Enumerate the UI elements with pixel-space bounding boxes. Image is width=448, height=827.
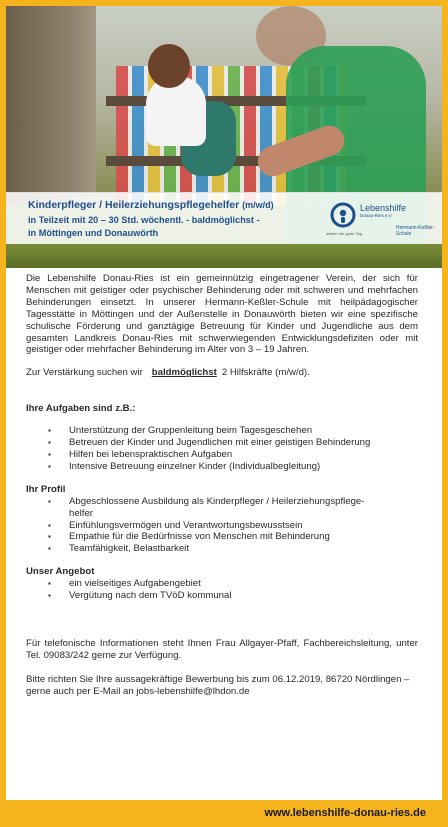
- title-banner: [6, 192, 442, 246]
- website-link[interactable]: www.lebenshilfe-donau-ries.de: [264, 807, 426, 819]
- intro-paragraph: Die Lebenshilfe Donau-Ries ist ein gemeinnützig eingetragener Verein, der sich für Menschen mit geistiger oder psychischer Behinderung oder mit schweren und mehrfachen Behinderungen einsetzt. In unserer Hermann-Keßler-Schule mit heilpädagogischer Tagesstätte in Möttingen und der Außenstelle in Donauwörth bieten wir eine spezifische schulische Förderung und ganztägige Betreuung für Kinder und Jugendliche aus dem gesamten Landkreis Donau-Ries mit schwerwiegenden Entwicklungsdefiziten oder mit geistiger oder mehrfacher Behinderung im Alter von 3 – 19 Jahren.: [26, 273, 418, 356]
- list-item: ▪ Hilfen bei lebenspraktischen Aufgaben: [26, 449, 418, 461]
- seek-line: Zur Verstärkung suchen wir baldmöglichst 2 Hilfskräfte (m/w/d).: [26, 367, 310, 379]
- lebenshilfe-logo-icon: [330, 202, 356, 228]
- footer-bar: [6, 800, 442, 827]
- list-item: ▪ ein vielseitiges Aufgabengebiet: [26, 578, 418, 590]
- list-item: ▪ Teamfähigkeit, Belastbarkeit: [26, 543, 418, 555]
- tasks-heading: Ihre Aufgaben sind z.B.:: [26, 403, 136, 415]
- photo-bottom: [6, 244, 442, 268]
- offer-heading: Unser Angebot: [26, 566, 95, 578]
- logo-place: Donau-Ries e.V.: [360, 213, 393, 218]
- gender-note: (m/w/d): [242, 200, 274, 210]
- logo-school: Hermann-Keßler-Schule: [396, 225, 435, 237]
- logo-tagline: wieder ein guter Tag: [326, 231, 362, 236]
- list-item: ▪ Empathie für die Bedürfnisse von Menschen mit Behinderung: [26, 531, 418, 543]
- list-item: ▪ Vergütung nach dem TVöD kommunal: [26, 590, 418, 602]
- hours-line: in Teilzeit mit 20 – 30 Std. wöchentl. - baldmöglichst -: [28, 215, 260, 225]
- location-line: in Möttingen und Donauwörth: [28, 228, 159, 238]
- tasks-list: [26, 425, 418, 473]
- logo-name: Lebenshilfe: [360, 203, 407, 213]
- job-title: Kinderpfleger / Heilerziehungspflegehelfer (m/w/d): [28, 199, 274, 211]
- lebenshilfe-logo: [324, 198, 436, 240]
- seek-highlight: baldmöglichst: [151, 367, 217, 379]
- list-item: ▪ Abgeschlossene Ausbildung als Kinderpfleger / Heilerziehungspflege-helfer: [26, 496, 418, 520]
- offer-list: [26, 578, 418, 602]
- contact-section: [26, 638, 418, 698]
- contact-apply: Bitte richten Sie Ihre aussagekräftige Bewerbung bis zum 06.12.2019, 86720 Nördlingen – gerne auch per E-Mail an jobs-lebenshilfe@lhdon.de: [26, 673, 410, 697]
- job-description: [26, 273, 418, 698]
- list-item: ▪ Betreuen der Kinder und Jugendlichen mit einer geistigen Behinderung: [26, 437, 418, 449]
- profile-heading: Ihr Profil: [26, 483, 66, 495]
- contact-phone: Für telefonische Informationen steht Ihnen Frau Allgayer-Pfaff, Fachbereichsleitung, unter Tel. 09083/242 gerne zur Verfügung.: [26, 637, 418, 661]
- list-item: ▪ Einfühlungsvermögen und Verantwortungsbewusstsein: [26, 520, 418, 532]
- profile-list: [26, 496, 418, 556]
- list-item: ▪ Intensive Betreuung einzelner Kinder (Individualbegleitung): [26, 461, 418, 473]
- list-item: ▪ Unterstützung der Gruppenleitung beim Tagesgeschehen: [26, 425, 418, 437]
